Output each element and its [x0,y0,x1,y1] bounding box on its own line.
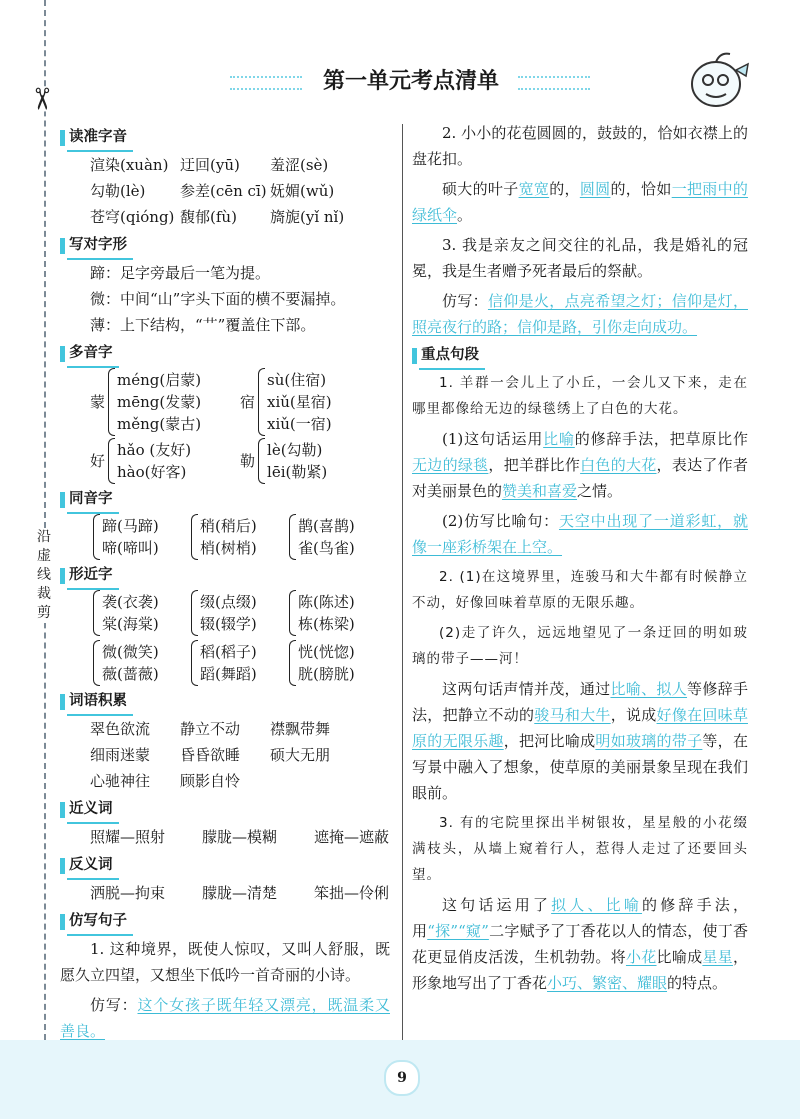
pronunciation-row: 苍穹(qióng) 馥郁(fù) 旖旎(yǐ nǐ) [90,208,345,226]
key-passage: (2)走了许久，远远地望见了一条迂回的明如玻璃的带子——河！ [412,625,748,667]
similar-char-group: 袭(衣袭) 棠(海棠) 缀(点缀) 辍(辍学) 陈(陈述) 栋(栋梁) [60,590,390,636]
imitation-line: 硕大的叶子宽宽的，圆圆的，恰如一把雨中的绿纸伞。 [412,180,748,224]
page-number: 9 [384,1060,420,1096]
section-heading: 同音字 [60,488,390,512]
similar-char-group: 微(微笑) 薇(蔷薇) 稻(稻子) 蹈(舞蹈) 恍(恍惚) 胱(膀胱) [60,640,390,686]
example-sentence: 2. 小小的花苞圆圆的，鼓鼓的，恰如衣襟上的盘花扣。 [412,124,748,168]
section-heading: 形近字 [60,564,390,588]
example-sentence: 1. 这种境界，既使人惊叹，又叫人舒服，既愿久立四望，又想坐下低吟一首奇丽的小诗。 [60,940,390,984]
right-column [412,120,748,1000]
section-heading: 仿写句子 [60,910,390,934]
section-heading: 多音字 [60,342,390,366]
analysis-paragraph: 这两句话声情并茂，通过比喻、拟人等修辞手法，把静立不动的骏马和大牛，说成好像在回味草原的无限乐趣，把河比喻成明如玻璃的带子等，在写景中融入了想象，使草原的美丽景象呈现在我们眼前。 [412,680,748,802]
left-column [60,122,390,1048]
page-header [230,62,590,102]
homophone-group: 蹄(马蹄) 啼(啼叫) 稍(稍后) 梢(树梢) 鹊(喜鹊) 雀(鸟雀) [60,514,390,560]
vocab-row: 心驰神往 顾影自怜 [90,772,241,790]
example-sentence: 3. 我是亲友之间交往的礼品，我是婚礼的冠冕，我是生者赠予死者最后的祭献。 [412,236,748,280]
analysis-paragraph: (1)这句话运用比喻的修辞手法，把草原比作无边的绿毯，把羊群比作白色的大花，表达了作者对美丽景色的赞美和喜爱之情。 [412,430,748,500]
analysis-paragraph: 这句话运用了拟人、比喻的修辞手法，用“探”“窥”二字赋予了丁香花以人的情态，使丁香花更显俏皮活泼，生机勃勃。将小花比喻成星星，形象地写出了丁香花小巧、繁密、耀眼的特点。 [412,896,748,992]
glyph-note: 微：中间“山”字头下面的横不要漏掉。 [90,290,346,308]
key-passage: 1. 羊群一会儿上了小丘，一会儿又下来，走在哪里都像给无边的绿毯绣上了白色的大花。 [412,375,748,417]
section-heading: 写对字形 [60,234,390,258]
imitation-answer: 仿写：这个女孩子既年轻又漂亮，既温柔又善良。 [60,996,390,1040]
antonym-row: 洒脱—拘束 朦胧—清楚 笨拙—伶俐 [90,884,390,902]
imitation-answer: 仿写：信仰是火，点亮希望之灯；信仰是灯，照亮夜行的路；信仰是路，引你走向成功。 [412,292,748,336]
polyphone-row: 蒙 méng(启蒙) mēng(发蒙) měng(蒙古) 宿 sù(住宿) xiǔ(星宿) xiǔ(一宿) [60,368,390,436]
mascot-icon [686,50,756,112]
key-passage: 3. 有的宅院里探出半树银妆，星星般的小花缀满枝头，从墙上窥着行人，惹得人走过了还要回头望。 [412,815,748,883]
cut-label: 沿虚线裁剪 [33,528,55,623]
cut-guide-line [44,0,46,1040]
polyphone-row: 好 hǎo (友好) hào(好客) 勒 lè(勾勒) lēi(勒紧) [60,438,390,484]
page-title: 第一单元考点清单 [322,69,499,94]
pronunciation-row: 渲染(xuàn) 迂回(yū) 羞涩(sè) [90,156,329,174]
section-heading: 词语积累 [60,690,390,714]
section-heading: 近义词 [60,798,390,822]
decor-dots-right [518,76,590,90]
section-heading: 读准字音 [60,126,390,150]
vocab-row: 细雨迷蒙 昏昏欲睡 硕大无朋 [90,746,331,764]
synonym-row: 照耀—照射 朦胧—模糊 遮掩—遮蔽 [90,828,390,846]
pronunciation-row: 勾勒(lè) 参差(cēn cī) 妩媚(wǔ) [90,182,335,200]
section-heading: 重点句段 [412,344,748,368]
glyph-note: 蹄：足字旁最后一笔为提。 [90,264,271,282]
column-divider [402,124,403,1044]
decor-dots-left [230,76,302,90]
section-heading: 反义词 [60,854,390,878]
analysis-paragraph: (2)仿写比喻句：天空中出现了一道彩虹，就像一座彩桥架在上空。 [412,512,748,556]
glyph-note: 薄：上下结构，“艹”覆盖住下部。 [90,316,316,334]
key-passage: 2. (1)在这境界里，连骏马和大牛都有时候静立不动，好像回味着草原的无限乐趣。 [412,569,748,611]
vocab-row: 翠色欲流 静立不动 襟飘带舞 [90,720,331,738]
scissors-icon: ✂ [23,86,59,112]
